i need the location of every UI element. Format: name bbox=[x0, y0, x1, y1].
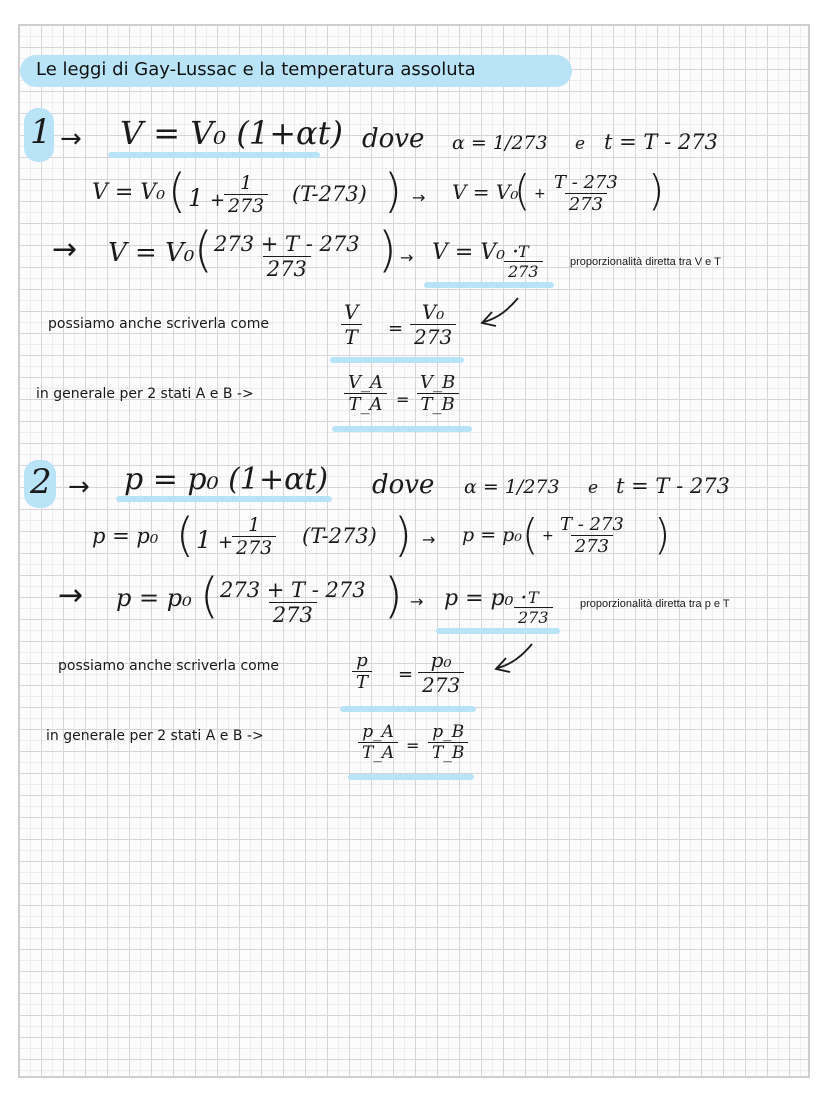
page-title: Le leggi di Gay-Lussac e la temperatura assoluta bbox=[20, 55, 572, 87]
rewrite-label: possiamo anche scriverla come bbox=[48, 316, 269, 332]
fraction-numerator: p_A bbox=[362, 722, 394, 742]
fraction-numerator: V₀ bbox=[421, 300, 445, 324]
t-definition: t = T - 273 bbox=[604, 130, 718, 154]
law-number: 1 bbox=[30, 112, 52, 152]
step1-right-fraction bbox=[556, 514, 628, 557]
plus-sign: + bbox=[542, 528, 554, 544]
step1-right: p = p₀ bbox=[462, 524, 522, 546]
step1-one: 1 bbox=[188, 184, 204, 212]
fraction-denominator: 273 bbox=[565, 193, 607, 215]
fraction-numerator: T bbox=[517, 242, 529, 261]
plus-sign: + bbox=[210, 190, 226, 211]
close-paren: ) bbox=[394, 508, 412, 562]
arrow-icon: → bbox=[68, 472, 90, 502]
fraction-numerator: 1 bbox=[248, 514, 261, 536]
rewrite-underline bbox=[330, 357, 464, 363]
result-underline bbox=[424, 282, 554, 288]
rewrite-fraction-right bbox=[418, 648, 464, 697]
fraction-numerator: 273 + T - 273 bbox=[214, 232, 360, 256]
fraction-numerator: p_B bbox=[432, 722, 465, 742]
step2-result-fraction bbox=[514, 588, 553, 627]
fraction-numerator: T - 273 bbox=[554, 172, 618, 193]
fraction-numerator: V_A bbox=[348, 372, 383, 393]
equals-sign: = bbox=[396, 390, 410, 409]
arrow-icon: → bbox=[60, 124, 82, 154]
step1-fraction bbox=[232, 514, 276, 559]
rewrite-label: possiamo anche scriverla come bbox=[58, 658, 279, 674]
fraction-numerator: V_B bbox=[420, 372, 456, 393]
proportionality-note: proporzionalità diretta tra p e T bbox=[580, 598, 730, 610]
fraction-denominator: 273 bbox=[269, 602, 317, 627]
fraction-numerator: 273 + T - 273 bbox=[220, 578, 366, 602]
step2-fraction bbox=[216, 578, 370, 627]
arrow-icon: → bbox=[52, 232, 78, 267]
rewrite-fraction-right bbox=[410, 300, 456, 349]
rewrite-fraction-left bbox=[340, 300, 362, 349]
open-paren: ( bbox=[194, 222, 213, 278]
close-paren: ) bbox=[384, 164, 402, 218]
plus-sign: + bbox=[218, 532, 234, 553]
fraction-numerator: T - 273 bbox=[560, 514, 624, 535]
fraction-numerator: p bbox=[356, 650, 368, 671]
general-fraction-right bbox=[428, 722, 468, 763]
rewrite-fraction-left bbox=[352, 650, 372, 693]
general-label: in generale per 2 stati A e B -> bbox=[46, 728, 264, 744]
step2-left: V = V₀ bbox=[108, 238, 195, 268]
main-equation: p = p₀ (1+αt) bbox=[124, 462, 329, 497]
open-paren: ( bbox=[168, 164, 186, 218]
general-label: in generale per 2 stati A e B -> bbox=[36, 386, 254, 402]
result-underline bbox=[436, 628, 560, 634]
equals-sign: = bbox=[398, 664, 414, 685]
general-fraction-right bbox=[416, 372, 459, 415]
fraction-denominator: 273 bbox=[224, 194, 268, 217]
plus-sign: + bbox=[534, 186, 546, 202]
close-paren: ) bbox=[378, 222, 397, 278]
open-paren: ( bbox=[200, 568, 219, 624]
fraction-denominator: 273 bbox=[504, 261, 543, 281]
fraction-denominator: T bbox=[352, 671, 372, 693]
arrow-icon: → bbox=[400, 248, 414, 267]
open-paren: ( bbox=[522, 510, 539, 559]
arrow-icon: → bbox=[422, 530, 436, 549]
close-paren: ) bbox=[384, 568, 403, 624]
open-paren: ( bbox=[176, 508, 194, 562]
fraction-denominator: T_A bbox=[344, 393, 386, 415]
fraction-denominator: T_B bbox=[428, 742, 468, 763]
pointer-arrow-icon bbox=[490, 640, 536, 676]
step2-result: V = V₀ · bbox=[432, 240, 520, 265]
general-fraction-left bbox=[358, 722, 398, 763]
arrow-icon: → bbox=[58, 578, 84, 613]
arrow-icon: → bbox=[412, 188, 426, 207]
fraction-denominator: T_B bbox=[417, 393, 459, 415]
dove-label: dove bbox=[362, 124, 425, 154]
close-paren: ) bbox=[654, 510, 671, 559]
fraction-denominator: 273 bbox=[263, 256, 311, 281]
and-label: e bbox=[588, 478, 599, 498]
fraction-denominator: T bbox=[341, 324, 362, 349]
and-label: e bbox=[575, 134, 586, 154]
fraction-denominator: 273 bbox=[571, 535, 613, 557]
step2-result-fraction bbox=[504, 242, 543, 281]
step1-paren-term: (T-273) bbox=[302, 524, 377, 548]
close-paren: ) bbox=[648, 166, 665, 215]
equals-sign: = bbox=[406, 736, 420, 755]
rewrite-underline bbox=[340, 706, 476, 712]
step1-one: 1 bbox=[196, 526, 212, 554]
step2-left: p = p₀ bbox=[116, 584, 192, 612]
fraction-numerator: T bbox=[527, 588, 539, 607]
step1-fraction bbox=[224, 172, 268, 217]
general-fraction-left bbox=[344, 372, 387, 415]
fraction-denominator: 273 bbox=[410, 324, 456, 349]
step1-left: p = p₀ bbox=[92, 524, 159, 548]
fraction-denominator: 273 bbox=[232, 536, 276, 559]
law-number: 2 bbox=[30, 462, 52, 502]
equals-sign: = bbox=[388, 318, 404, 339]
open-paren: ( bbox=[514, 166, 531, 215]
step2-fraction bbox=[210, 232, 364, 281]
proportionality-note: proporzionalità diretta tra V e T bbox=[570, 256, 721, 268]
fraction-numerator: p₀ bbox=[430, 648, 452, 672]
alpha-definition: α = 1/273 bbox=[452, 132, 548, 154]
general-underline bbox=[332, 426, 472, 432]
fraction-denominator: 273 bbox=[418, 672, 464, 697]
main-equation: V = V₀ (1+αt) bbox=[120, 114, 343, 152]
t-definition: t = T - 273 bbox=[616, 474, 730, 498]
dove-label: dove bbox=[372, 470, 435, 500]
step2-result: p = p₀ · bbox=[444, 586, 528, 611]
step1-paren-term: (T-273) bbox=[292, 182, 367, 206]
fraction-numerator: 1 bbox=[240, 172, 253, 194]
general-underline bbox=[348, 774, 474, 780]
step1-right-fraction bbox=[550, 172, 622, 215]
fraction-denominator: T_A bbox=[358, 742, 398, 763]
arrow-icon: → bbox=[410, 592, 424, 611]
step1-left: V = V₀ bbox=[92, 180, 166, 205]
equation-underline bbox=[108, 152, 320, 158]
fraction-numerator: V bbox=[344, 300, 359, 324]
pointer-arrow-icon bbox=[476, 294, 522, 330]
fraction-denominator: 273 bbox=[514, 607, 553, 627]
step1-right: V = V₀ bbox=[452, 180, 519, 204]
alpha-definition: α = 1/273 bbox=[464, 476, 560, 498]
